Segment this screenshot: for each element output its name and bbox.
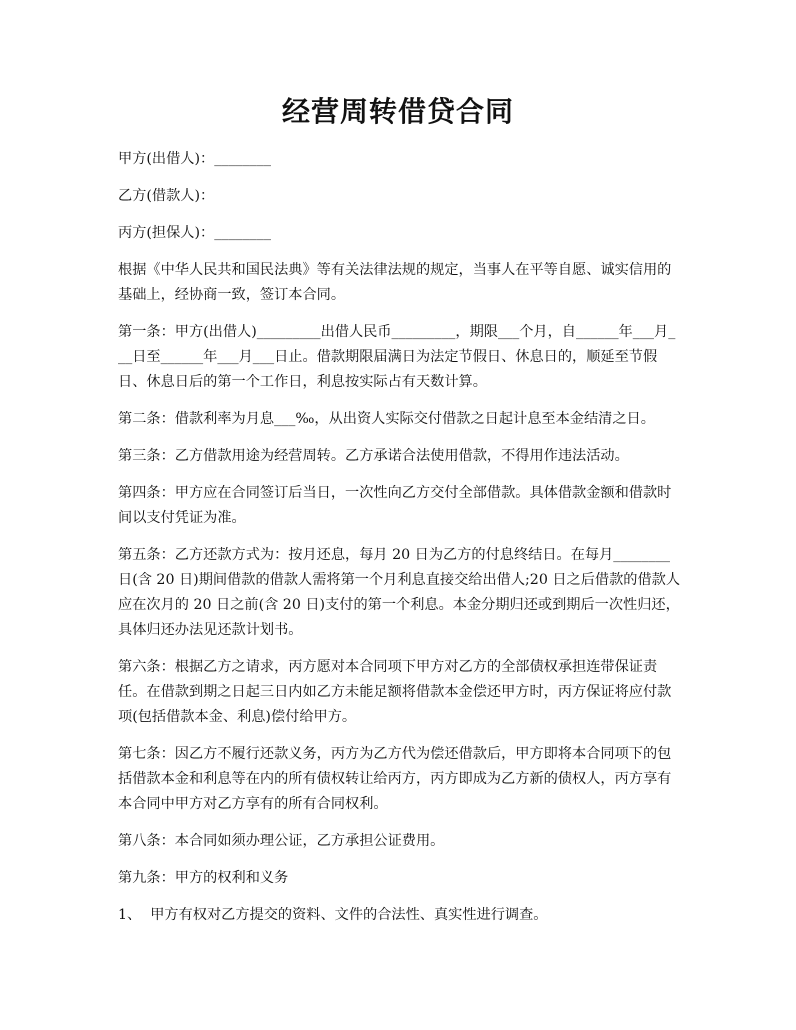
article-5: 第五条：乙方还款方式为：按月还息，每月 20 日为乙方的付息终结日。在每月________日(含 20 日)期间借款的借款人需将第一个月利息直接交给出借人;20 日之后借款的借款人应在次月的 20 日之前(含 20 日)支付的第一个利息。本金分期归还或到期后一次性归还，具体归还办法见还款计划书。 [118,547,681,638]
article-6: 第六条：根据乙方之请求，丙方愿对本合同项下甲方对乙方的全部债权承担连带保证责任。在借款到期之日起三日内如乙方未能足额将借款本金偿还甲方时，丙方保证将应付款项(包括借款本金、利息)偿付给甲方。 [118,659,672,725]
article-7: 第七条：因乙方不履行还款义务，丙方为乙方代为偿还借款后，甲方即将本合同项下的包括借款本金和利息等在内的所有债权转让给丙方，丙方即成为乙方新的债权人，丙方享有本合同中甲方对乙方享有的所有合同权利。 [118,746,672,812]
article-1: 第一条：甲方(出借人)_________出借人民币_________，期限___个月，自______年___月___日至______年___月___日止。借款期限届满日为法定节假日、休息日的，顺延至节假日、休息日后的第一个工作日，利息按实际占有天数计算。 [118,324,676,390]
document-body [118,147,682,940]
article-8: 第八条：本合同如须办理公证，乙方承担公证费用。 [118,833,445,849]
preamble-paragraph: 根据《中华人民共和国民法典》等有关法律法规的规定，当事人在平等自愿、诚实信用的基础上，经协商一致，签订本合同。 [118,262,672,303]
article-2: 第二条：借款利率为月息___‰，从出资人实际交付借款之日起计息至本金结清之日。 [118,411,655,427]
party-c-line: 丙方(担保人)：________ [118,225,271,241]
article-4: 第四条：甲方应在合同签订后当日，一次性向乙方交付全部借款。具体借款金额和借款时间以支付凭证为准。 [118,485,672,526]
article-3: 第三条：乙方借款用途为经营周转。乙方承诺合法使用借款，不得用作违法活动。 [118,448,629,464]
article-9-heading: 第九条：甲方的权利和义务 [118,870,289,886]
party-a-line: 甲方(出借人)：________ [118,151,271,167]
document-title: 经营周转借贷合同 [281,95,514,128]
article-9-item-1: 1、 甲方有权对乙方提交的资料、文件的合法性、真实性进行调查。 [118,907,548,923]
party-b-line: 乙方(借款人)： [118,188,215,204]
